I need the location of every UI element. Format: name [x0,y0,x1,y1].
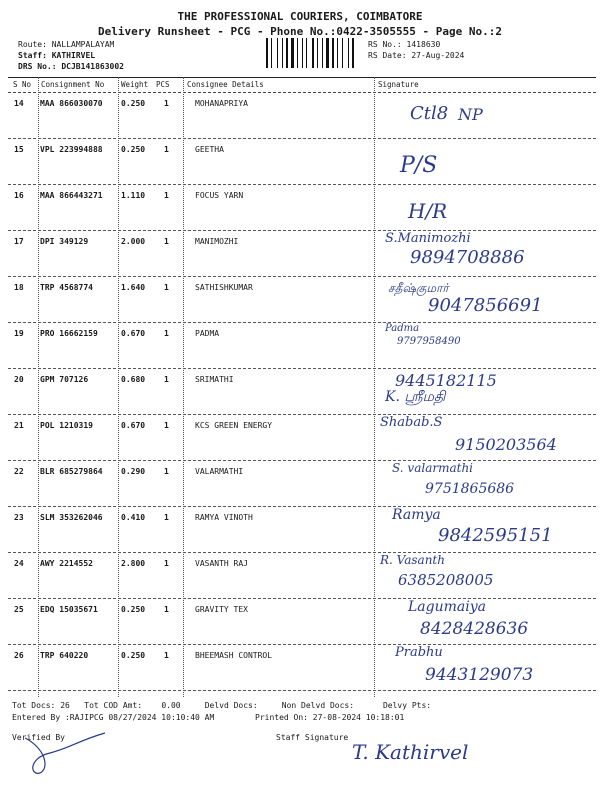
row-divider [8,690,596,691]
row-signature-phone: 9150203564 [455,435,557,454]
row-sno: 24 [14,559,24,568]
row-weight: 0.410 [121,513,146,522]
row-sno: 21 [14,421,24,430]
barcode-bar [291,38,294,68]
barcode-bar [306,38,307,68]
runsheet-title: Delivery Runsheet - PCG - Phone No.:0422-3505555 - Page No.:2 [98,25,502,38]
row-consignment: EDQ 15035671 [40,605,98,614]
row-consignee: SRIMATHI [195,375,234,384]
col-consignee: Consignee Details [187,80,264,89]
col-signature: Signature [378,80,419,89]
row-consignment: DPI 349129 [40,237,89,246]
row-sno: 25 [14,605,24,614]
divider-weight [183,77,184,697]
barcode-bar [335,38,336,68]
drs-value: DCJB141863002 [61,62,124,71]
row-divider [8,598,596,599]
row-signature-name: Lagumaiya [408,599,486,615]
row-consignee: VALARMATHI [195,467,244,476]
row-weight: 0.680 [121,375,146,384]
row-sno: 16 [14,191,24,200]
row-consignee: BHEEMASH CONTROL [195,651,273,660]
barcode-bar [279,38,281,68]
row-consignee: FOCUS YARN [195,191,244,200]
row-divider [8,184,596,185]
row-signature-name: 9445182115 [395,371,497,390]
row-signature-name: H/R [408,199,448,223]
row-signature-name: Padma [385,323,420,334]
row-divider [8,138,596,139]
route-label: Route: [18,40,47,49]
barcode [266,38,362,68]
barcode-bar [348,38,349,68]
row-pcs: 1 [164,467,169,476]
row-consignment: BLR 685279864 [40,467,103,476]
row-pcs: 1 [164,651,169,660]
barcode-bar [352,38,354,68]
barcode-bar [315,38,316,68]
barcode-bar [304,38,305,68]
row-weight: 0.250 [121,605,146,614]
barcode-bar [297,38,298,68]
row-weight: 2.800 [121,559,146,568]
row-consignee: PADMA [195,329,220,338]
staff-value: KATHIRVEL [51,51,96,60]
barcode-bar [322,38,323,68]
row-consignment: TRP 4568774 [40,283,93,292]
barcode-bar [289,38,290,68]
barcode-bar [350,38,351,68]
rs-date-label: RS Date: [368,51,407,60]
row-consignee: KCS GREEN ENERGY [195,421,273,430]
printed-on: Printed On: 27-08-2024 10:18:01 [255,713,405,722]
row-consignment: GPM 707126 [40,375,89,384]
row-sno: 14 [14,99,24,108]
row-weight: 0.250 [121,651,146,660]
row-consignment: MAA 866443271 [40,191,103,200]
row-pcs: 1 [164,421,169,430]
verified-scribble [20,728,110,778]
row-signature-phone: 9751865686 [425,481,515,497]
col-pcs: PCS [156,80,170,89]
row-divider [8,276,596,277]
row-consignee: VASANTH RAJ [195,559,248,568]
divider-consignee [374,77,375,697]
row-consignment: POL 1210319 [40,421,93,430]
row-pcs: 1 [164,237,169,246]
row-consignment: MAA 866030070 [40,99,103,108]
tot-cod-label: Tot COD Amt: [84,701,143,710]
barcode-bar [308,38,311,68]
row-pcs: 1 [164,605,169,614]
divider-sno [38,77,39,697]
row-sno: 15 [14,145,24,154]
row-signature-phone: 8428428636 [420,619,529,639]
drs-line [18,62,124,71]
row-sno: 17 [14,237,24,246]
route-value: NALLAMPALAYAM [51,40,115,49]
row-pcs: 1 [164,191,169,200]
row-weight: 0.670 [121,421,146,430]
row-signature-name: P/S [400,153,438,178]
staff-signature-handwritten: T. Kathirvel [352,740,469,764]
row-sno: 18 [14,283,24,292]
row-pcs: 1 [164,513,169,522]
barcode-bar [295,38,296,68]
staff-line [18,51,95,60]
col-sno: S No [13,80,32,89]
rs-no-value: 1418630 [406,40,441,49]
barcode-bar [342,38,343,68]
non-delvd-docs-label: Non Delvd Docs: [281,701,355,710]
row-consignment: SLM 353262046 [40,513,103,522]
row-signature-name: Ramya [392,507,441,523]
delvd-docs-label: Delvd Docs: [204,701,258,710]
barcode-bar [339,38,341,68]
barcode-bar [266,38,268,68]
row-consignee: RAMYA VINOTH [195,513,253,522]
row-signature-name: சதீஷ்குமார் [388,281,449,295]
row-weight: 0.250 [121,99,146,108]
row-pcs: 1 [164,283,169,292]
rs-date-line [368,51,464,60]
row-signature-name: Shabab.S [380,415,443,430]
barcode-bar [273,38,276,68]
barcode-bar [312,38,314,68]
barcode-bar [317,38,318,68]
row-signature-phone: 9047856691 [428,295,543,316]
row-signature-phone: NP [458,105,483,124]
row-weight: 0.250 [121,145,146,154]
barcode-bar [269,38,270,68]
barcode-bar [277,38,278,68]
tot-docs-value: 26 [60,701,70,710]
row-divider [8,230,596,231]
rs-date-value: 27-Aug-2024 [411,51,465,60]
barcode-bar [286,38,288,68]
rs-no-label: RS No.: [368,40,402,49]
row-sno: 20 [14,375,24,384]
row-sno: 22 [14,467,24,476]
row-consignment: PRO 16662159 [40,329,98,338]
row-signature-name: R. Vasanth [380,553,445,567]
barcode-bar [324,38,325,68]
row-signature-phone: 9894708886 [410,247,525,268]
header-divider [8,92,596,93]
row-signature-phone: 6385208005 [398,571,494,589]
row-weight: 0.290 [121,467,146,476]
row-signature-phone: 9797958490 [397,336,461,347]
row-consignment: VPL 223994888 [40,145,103,154]
barcode-bar [337,38,338,68]
barcode-bar [271,38,272,68]
drs-label: DRS No.: [18,62,57,71]
row-pcs: 1 [164,99,169,108]
company-title: THE PROFESSIONAL COURIERS, COIMBATORE [177,10,423,23]
barcode-bar [332,38,334,68]
route-line [18,40,114,49]
row-weight: 0.670 [121,329,146,338]
row-consignee: SATHISHKUMAR [195,283,253,292]
row-weight: 1.640 [121,283,146,292]
row-consignee: MOHANAPRIYA [195,99,248,108]
row-divider [8,506,596,507]
row-signature-phone: 9842595151 [438,525,553,546]
row-sno: 23 [14,513,24,522]
entered-by: Entered By :RAJIPCG 08/27/2024 10:10:40 AM [12,713,215,722]
row-pcs: 1 [164,375,169,384]
row-signature-name: Ctl8 [410,103,449,124]
row-signature-phone: K. ஸ்ரீமதி [385,389,446,405]
tot-docs-label: Tot Docs: [12,701,56,710]
row-divider [8,644,596,645]
row-consignee: MANIMOZHI [195,237,239,246]
barcode-bar [326,38,329,68]
staff-signature-label: Staff Signature [276,733,349,742]
tot-cod-value: 0.00 [161,701,181,710]
row-divider [8,460,596,461]
divider-consignment [118,77,119,697]
row-sno: 19 [14,329,24,338]
row-consignment: TRP 640220 [40,651,89,660]
row-pcs: 1 [164,559,169,568]
staff-label: Staff: [18,51,47,60]
barcode-bar [330,38,331,68]
barcode-bar [319,38,321,68]
barcode-bar [299,38,301,68]
col-weight: Weight [121,80,149,89]
row-signature-name: S.Manimozhi [385,231,471,246]
row-signature-phone: 9443129073 [425,665,534,685]
row-divider [8,414,596,415]
row-weight: 2.000 [121,237,146,246]
row-divider [8,552,596,553]
row-pcs: 1 [164,145,169,154]
row-divider [8,322,596,323]
totals-line [12,701,431,710]
row-weight: 1.110 [121,191,146,200]
row-pcs: 1 [164,329,169,338]
row-consignment: AWY 2214552 [40,559,93,568]
barcode-bar [284,38,285,68]
verified-by-label: Verified By [12,733,65,742]
row-consignee: GEETHA [195,145,224,154]
col-consignment: Consignment No [41,80,105,89]
barcode-bar [282,38,283,68]
delvy-pts-label: Delvy Pts: [382,701,432,710]
row-signature-name: Prabhu [395,645,443,660]
row-sno: 26 [14,651,24,660]
row-signature-name: S. valarmathi [392,461,474,475]
barcode-bar [344,38,347,68]
barcode-bar [302,38,303,68]
row-divider [8,368,596,369]
row-consignee: GRAVITY TEX [195,605,248,614]
rs-no-line [368,40,440,49]
